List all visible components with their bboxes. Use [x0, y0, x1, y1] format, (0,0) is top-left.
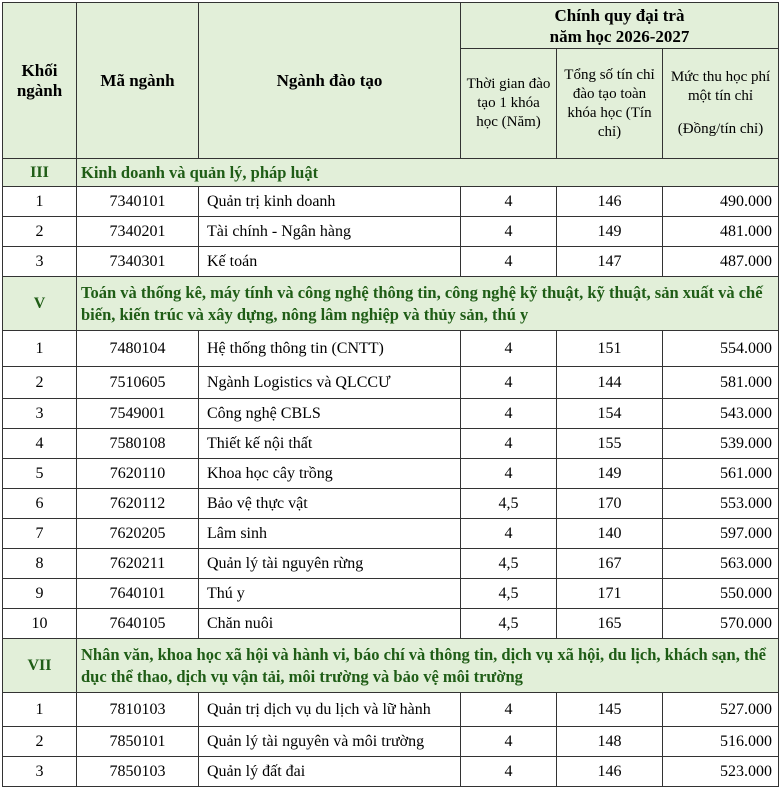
row-ma-nganh: 7340301 — [77, 247, 199, 277]
row-stt: 6 — [3, 489, 77, 519]
row-nganh: Ngành Logistics và QLCCƯ — [199, 367, 461, 399]
row-nganh: Quản trị kinh doanh — [199, 187, 461, 217]
row-credits: 149 — [557, 217, 663, 247]
header-nganh-dao-tao: Ngành đào tạo — [199, 3, 461, 159]
tuition-table — [2, 2, 779, 787]
row-fee: 561.000 — [663, 459, 779, 489]
row-fee: 516.000 — [663, 727, 779, 757]
row-ma-nganh: 7810103 — [77, 693, 199, 727]
row-credits: 165 — [557, 609, 663, 639]
row-stt: 3 — [3, 757, 77, 787]
row-duration: 4 — [461, 217, 557, 247]
row-ma-nganh: 7640105 — [77, 609, 199, 639]
row-duration: 4 — [461, 693, 557, 727]
header-fee — [663, 49, 779, 159]
table-row — [3, 399, 779, 429]
table-row — [3, 331, 779, 367]
row-stt: 1 — [3, 331, 77, 367]
group-row — [3, 277, 779, 331]
row-ma-nganh: 7620112 — [77, 489, 199, 519]
group-title: Nhân văn, khoa học xã hội và hành vi, báo chí và thông tin, dịch vụ xã hội, du lịch, khách sạn, thể dục thể thao, dịch vụ vận tải, môi trường và bảo vệ môi trường — [77, 639, 779, 693]
row-duration: 4 — [461, 727, 557, 757]
row-duration: 4,5 — [461, 549, 557, 579]
row-credits: 148 — [557, 727, 663, 757]
row-stt: 8 — [3, 549, 77, 579]
row-nganh: Công nghệ CBLS — [199, 399, 461, 429]
row-stt: 3 — [3, 399, 77, 429]
row-ma-nganh: 7620205 — [77, 519, 199, 549]
row-fee: 481.000 — [663, 217, 779, 247]
row-fee: 527.000 — [663, 693, 779, 727]
group-code: III — [3, 159, 77, 187]
row-stt: 1 — [3, 187, 77, 217]
row-credits: 170 — [557, 489, 663, 519]
row-fee: 553.000 — [663, 489, 779, 519]
table-row — [3, 519, 779, 549]
row-stt: 2 — [3, 217, 77, 247]
row-ma-nganh: 7640101 — [77, 579, 199, 609]
row-duration: 4,5 — [461, 489, 557, 519]
row-fee: 581.000 — [663, 367, 779, 399]
row-ma-nganh: 7620211 — [77, 549, 199, 579]
row-credits: 155 — [557, 429, 663, 459]
row-nganh: Tài chính - Ngân hàng — [199, 217, 461, 247]
row-ma-nganh: 7620110 — [77, 459, 199, 489]
row-fee: 597.000 — [663, 519, 779, 549]
row-ma-nganh: 7340101 — [77, 187, 199, 217]
table-row — [3, 429, 779, 459]
row-credits: 149 — [557, 459, 663, 489]
row-credits: 144 — [557, 367, 663, 399]
table-row — [3, 217, 779, 247]
row-credits: 146 — [557, 757, 663, 787]
row-fee: 550.000 — [663, 579, 779, 609]
row-fee: 563.000 — [663, 549, 779, 579]
row-nganh: Chăn nuôi — [199, 609, 461, 639]
header-duration: Thời gian đào tạo 1 khóa học (Năm) — [461, 49, 557, 159]
table-row — [3, 247, 779, 277]
row-fee: 523.000 — [663, 757, 779, 787]
table-row — [3, 579, 779, 609]
row-ma-nganh: 7850101 — [77, 727, 199, 757]
row-duration: 4 — [461, 519, 557, 549]
row-duration: 4 — [461, 187, 557, 217]
row-stt: 5 — [3, 459, 77, 489]
row-duration: 4,5 — [461, 609, 557, 639]
row-ma-nganh: 7480104 — [77, 331, 199, 367]
row-fee: 554.000 — [663, 331, 779, 367]
table-row — [3, 757, 779, 787]
table-body — [3, 159, 779, 787]
row-credits: 154 — [557, 399, 663, 429]
table-row — [3, 549, 779, 579]
row-nganh: Lâm sinh — [199, 519, 461, 549]
table-header — [3, 3, 779, 159]
program-title-line1: Chính quy đại trà — [554, 5, 685, 25]
row-stt: 1 — [3, 693, 77, 727]
row-fee: 570.000 — [663, 609, 779, 639]
row-nganh: Quản lý đất đai — [199, 757, 461, 787]
row-ma-nganh: 7340201 — [77, 217, 199, 247]
row-duration: 4,5 — [461, 579, 557, 609]
row-fee: 487.000 — [663, 247, 779, 277]
group-row — [3, 639, 779, 693]
table-row — [3, 489, 779, 519]
row-duration: 4 — [461, 399, 557, 429]
row-credits: 147 — [557, 247, 663, 277]
row-stt: 2 — [3, 727, 77, 757]
program-title-line2: năm học 2026-2027 — [549, 26, 690, 46]
table-row — [3, 459, 779, 489]
row-stt: 3 — [3, 247, 77, 277]
group-title: Toán và thống kê, máy tính và công nghệ thông tin, công nghệ kỹ thuật, kỹ thuật, sản xuất và chế biến, kiến trúc và xây dựng, nông lâm nghiệp và thủy sản, thú y — [77, 277, 779, 331]
row-nganh: Hệ thống thông tin (CNTT) — [199, 331, 461, 367]
group-row — [3, 159, 779, 187]
row-duration: 4 — [461, 459, 557, 489]
row-nganh: Bảo vệ thực vật — [199, 489, 461, 519]
row-nganh: Thú y — [199, 579, 461, 609]
table-row — [3, 727, 779, 757]
row-nganh: Kế toán — [199, 247, 461, 277]
header-ma-nganh: Mã ngành — [77, 3, 199, 159]
row-stt: 7 — [3, 519, 77, 549]
row-stt: 9 — [3, 579, 77, 609]
row-stt: 4 — [3, 429, 77, 459]
table-row — [3, 693, 779, 727]
row-duration: 4 — [461, 367, 557, 399]
row-duration: 4 — [461, 429, 557, 459]
header-program-title — [461, 3, 779, 49]
row-stt: 10 — [3, 609, 77, 639]
row-fee: 539.000 — [663, 429, 779, 459]
table-row — [3, 187, 779, 217]
row-duration: 4 — [461, 757, 557, 787]
header-fee-unit: (Đồng/tín chỉ) — [677, 121, 764, 137]
row-credits: 171 — [557, 579, 663, 609]
row-credits: 140 — [557, 519, 663, 549]
row-stt: 2 — [3, 367, 77, 399]
row-ma-nganh: 7580108 — [77, 429, 199, 459]
group-title: Kinh doanh và quản lý, pháp luật — [77, 159, 779, 187]
row-nganh: Khoa học cây trồng — [199, 459, 461, 489]
row-fee: 490.000 — [663, 187, 779, 217]
header-fee-label: Mức thu học phí một tín chỉ — [670, 69, 771, 104]
row-credits: 151 — [557, 331, 663, 367]
row-fee: 543.000 — [663, 399, 779, 429]
row-nganh: Quản trị dịch vụ du lịch và lữ hành — [199, 693, 461, 727]
row-credits: 167 — [557, 549, 663, 579]
group-code: V — [3, 277, 77, 331]
row-credits: 146 — [557, 187, 663, 217]
table-row — [3, 367, 779, 399]
row-ma-nganh: 7510605 — [77, 367, 199, 399]
row-duration: 4 — [461, 247, 557, 277]
header-khoi-nganh: Khối ngành — [3, 3, 77, 159]
row-ma-nganh: 7549001 — [77, 399, 199, 429]
row-nganh: Thiết kế nội thất — [199, 429, 461, 459]
row-credits: 145 — [557, 693, 663, 727]
header-credits: Tổng số tín chỉ đào tạo toàn khóa học (Tín chỉ) — [557, 49, 663, 159]
row-nganh: Quản lý tài nguyên và môi trường — [199, 727, 461, 757]
row-ma-nganh: 7850103 — [77, 757, 199, 787]
table-row — [3, 609, 779, 639]
group-code: VII — [3, 639, 77, 693]
row-duration: 4 — [461, 331, 557, 367]
row-nganh: Quản lý tài nguyên rừng — [199, 549, 461, 579]
